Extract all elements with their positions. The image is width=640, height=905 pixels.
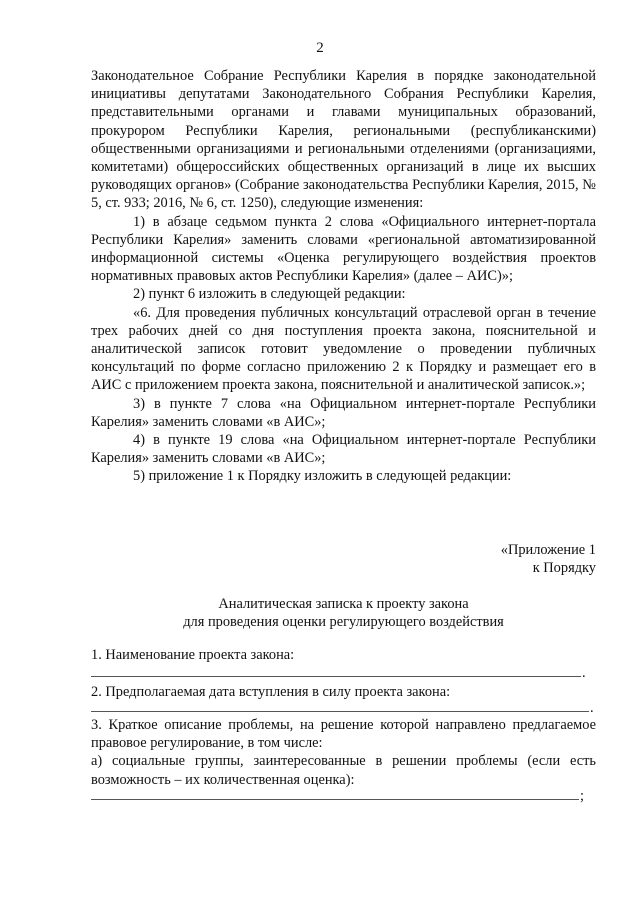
fill-line-1-dot: .: [582, 665, 586, 681]
intro-paragraph: Законодательное Собрание Республики Карелия в порядке законодательной инициативы депутатами Законодательного Собрания Республики Карелия, представительными органами и главами муниципальных образований, прокурором Республики Карелия, региональными (республиканскими) общественными организациями и региональными отделениями (организациями, комитетами) общероссийских общественных организаций в лице их высших руководящих органов» (Собрание законодательства Республики Карелия, 2015, № 5, ст. 933; 2016, № 6, ст. 1250), следующие изменения:: [91, 68, 596, 212]
fill-line-3: [91, 799, 579, 800]
fill-line-1: [91, 676, 581, 677]
fill-line-3-semicolon: ;: [580, 788, 584, 804]
note-title-line-1: Аналитическая записка к проекту закона: [218, 596, 469, 612]
note-title: [91, 595, 596, 631]
item-1: 1) в абзаце седьмом пункта 2 слова «Официального интернет-портала Республики Карелия» заменить словами «региональной автоматизированной информационной системы «Оценка регулирующего воздействия проектов нормативных правовых актов Республики Карелия» (далее – АИС)»;: [91, 213, 596, 285]
section-3: [91, 716, 596, 789]
note-title-line-2: для проведения оценки регулирующего воздействия: [183, 614, 504, 631]
appendix-line-2: к Порядку: [532, 560, 596, 577]
item-5: 5) приложение 1 к Порядку изложить в следующей редакции:: [133, 468, 512, 485]
section-3-label: 3. Краткое описание проблемы, на решение которой направлено предлагаемое правовое регулирование, в том числе:: [91, 717, 596, 752]
item-2: 2) пункт 6 изложить в следующей редакции:: [133, 286, 406, 303]
appendix-header: [501, 541, 596, 577]
item-3: 3) в пункте 7 слова «на Официальном интернет-портале Республики Карелия» заменить словами «в АИС»;: [91, 395, 596, 430]
section-3a-label: а) социальные группы, заинтересованные в решении проблемы (если есть возможность – их количественная оценка):: [91, 753, 596, 788]
section-2: [91, 683, 596, 701]
fill-line-2: [91, 711, 589, 712]
item-4: 4) в пункте 19 слова «на Официальном интернет-портале Республики Карелия» заменить словами «в АИС»;: [91, 432, 596, 467]
body-text: [91, 67, 596, 486]
section-1: [91, 646, 596, 664]
section-1-label: 1. Наименование проекта закона:: [91, 647, 295, 663]
page-number: 2: [316, 40, 324, 56]
section-2-label: 2. Предполагаемая дата вступления в силу проекта закона:: [91, 684, 451, 700]
appendix-line-1: «Приложение 1: [500, 542, 596, 558]
item-2-text: «6. Для проведения публичных консультаций отраслевой орган в течение трех рабочих дней со дня поступления проекта закона, пояснительной и аналитической записок готовит уведомление о проведении публичных консультаций по форме согласно приложению 2 к Порядку и размещает его в АИС с приложением проекта закона, пояснительной и аналитической записок.»;: [91, 304, 596, 394]
fill-line-2-dot: .: [590, 700, 594, 716]
